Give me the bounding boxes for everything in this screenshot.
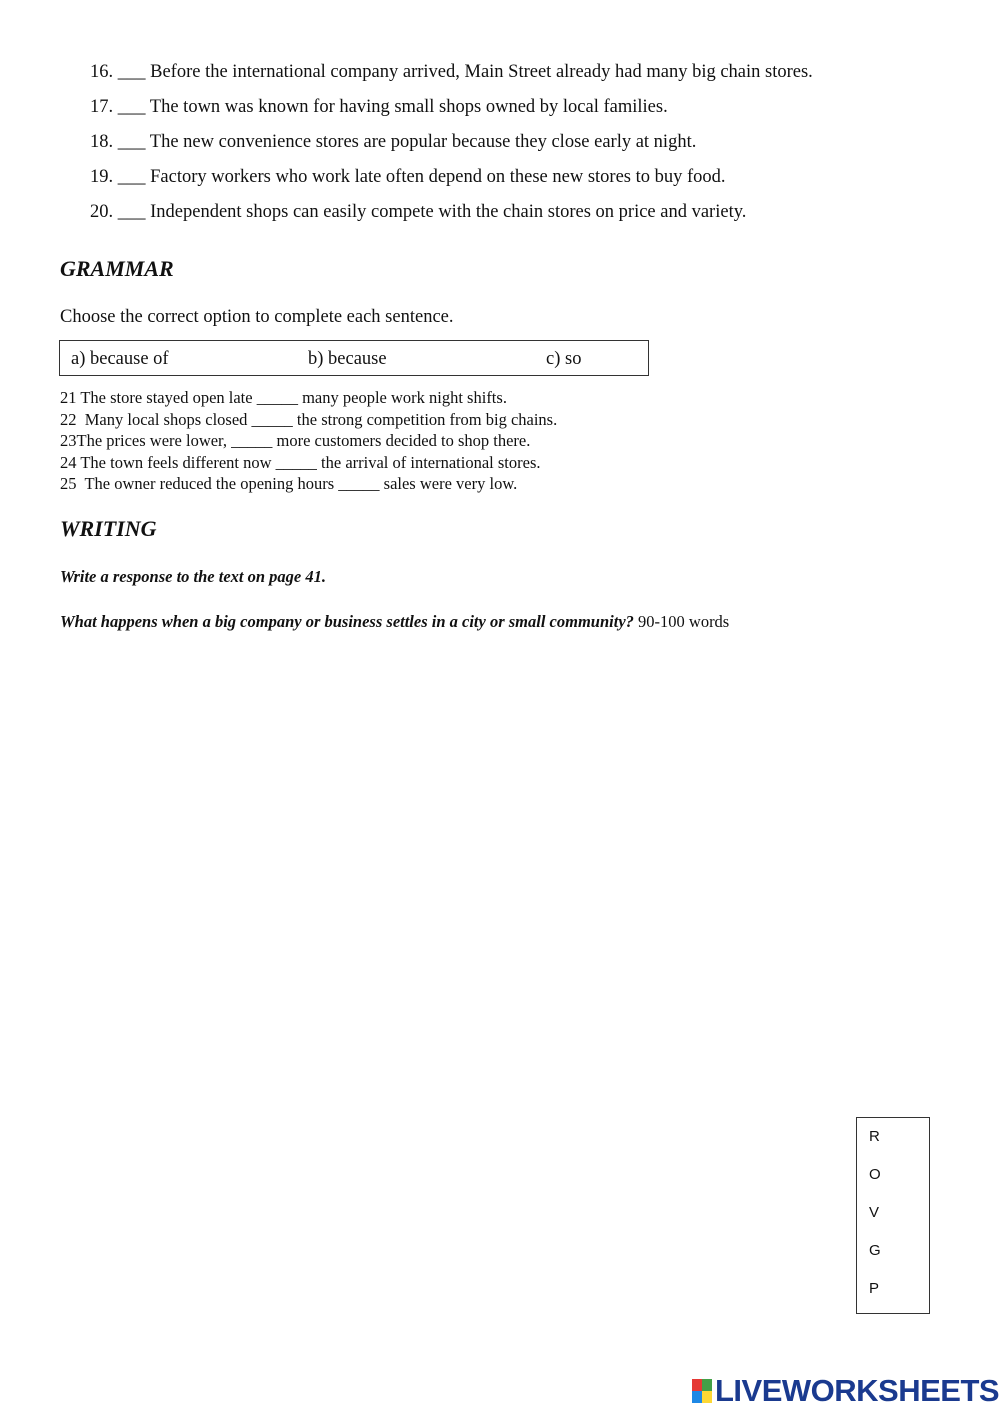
- grammar-sentence-25: 25 The owner reduced the opening hours _____ sales were very low.: [60, 474, 518, 493]
- writing-question: What happens when a big company or business settles in a city or small community?: [60, 612, 634, 631]
- item-text: ___ The new convenience stores are popular because they close early at night.: [117, 132, 697, 152]
- tf-item-20: [90, 198, 970, 233]
- tf-item-17: [90, 93, 970, 128]
- side-letter-r: R: [869, 1128, 880, 1145]
- item-number: 17.: [90, 97, 114, 117]
- writing-prompt-question: [60, 612, 729, 632]
- word-count: 90-100 words: [633, 612, 730, 631]
- liveworksheets-logo: [692, 1374, 999, 1408]
- item-number: 20.: [90, 202, 114, 222]
- tf-item-16: [90, 58, 970, 93]
- grammar-sentence-23: 23The prices were lower, _____ more customers decided to shop there.: [60, 431, 531, 450]
- options-box: [59, 340, 649, 376]
- liveworksheets-logo-icon: [692, 1379, 712, 1403]
- logo-text: LIVEWORKSHEETS: [715, 1373, 1000, 1408]
- true-false-list: [90, 58, 970, 233]
- grammar-heading: GRAMMAR: [60, 256, 174, 281]
- writing-heading: WRITING: [60, 516, 157, 541]
- tf-item-18: [90, 128, 970, 163]
- side-letter-p: P: [869, 1280, 880, 1297]
- item-text: ___ Independent shops can easily compete with the chain stores on price and variety.: [117, 202, 747, 222]
- grammar-sentence-21: 21 The store stayed open late _____ many people work night shifts.: [60, 388, 507, 407]
- tf-item-19: [90, 163, 970, 198]
- item-text: ___ Before the international company arrived, Main Street already had many big chain stores.: [117, 62, 813, 82]
- side-letter-o: O: [869, 1166, 881, 1183]
- option-b: b) because: [308, 349, 387, 369]
- grammar-sentence-24: 24 The town feels different now _____ the arrival of international stores.: [60, 452, 541, 472]
- writing-prompt-page-ref: Write a response to the text on page 41.: [60, 567, 326, 586]
- item-text: ___ The town was known for having small shops owned by local families.: [117, 97, 668, 117]
- option-a: a) because of: [71, 349, 169, 369]
- item-number: 19.: [90, 167, 114, 187]
- grammar-instruction: Choose the correct option to complete each sentence.: [60, 307, 454, 327]
- item-number: 16.: [90, 62, 114, 82]
- grammar-sentences: [60, 388, 760, 496]
- item-text: ___ Factory workers who work late often depend on these new stores to buy food.: [117, 167, 726, 187]
- grammar-sentence-22: 22 Many local shops closed _____ the strong competition from big chains.: [60, 409, 558, 429]
- side-letter-v: V: [869, 1204, 880, 1221]
- rovgp-box: [856, 1117, 930, 1314]
- side-letter-g: G: [869, 1242, 881, 1259]
- item-number: 18.: [90, 132, 114, 152]
- option-c: c) so: [546, 349, 582, 369]
